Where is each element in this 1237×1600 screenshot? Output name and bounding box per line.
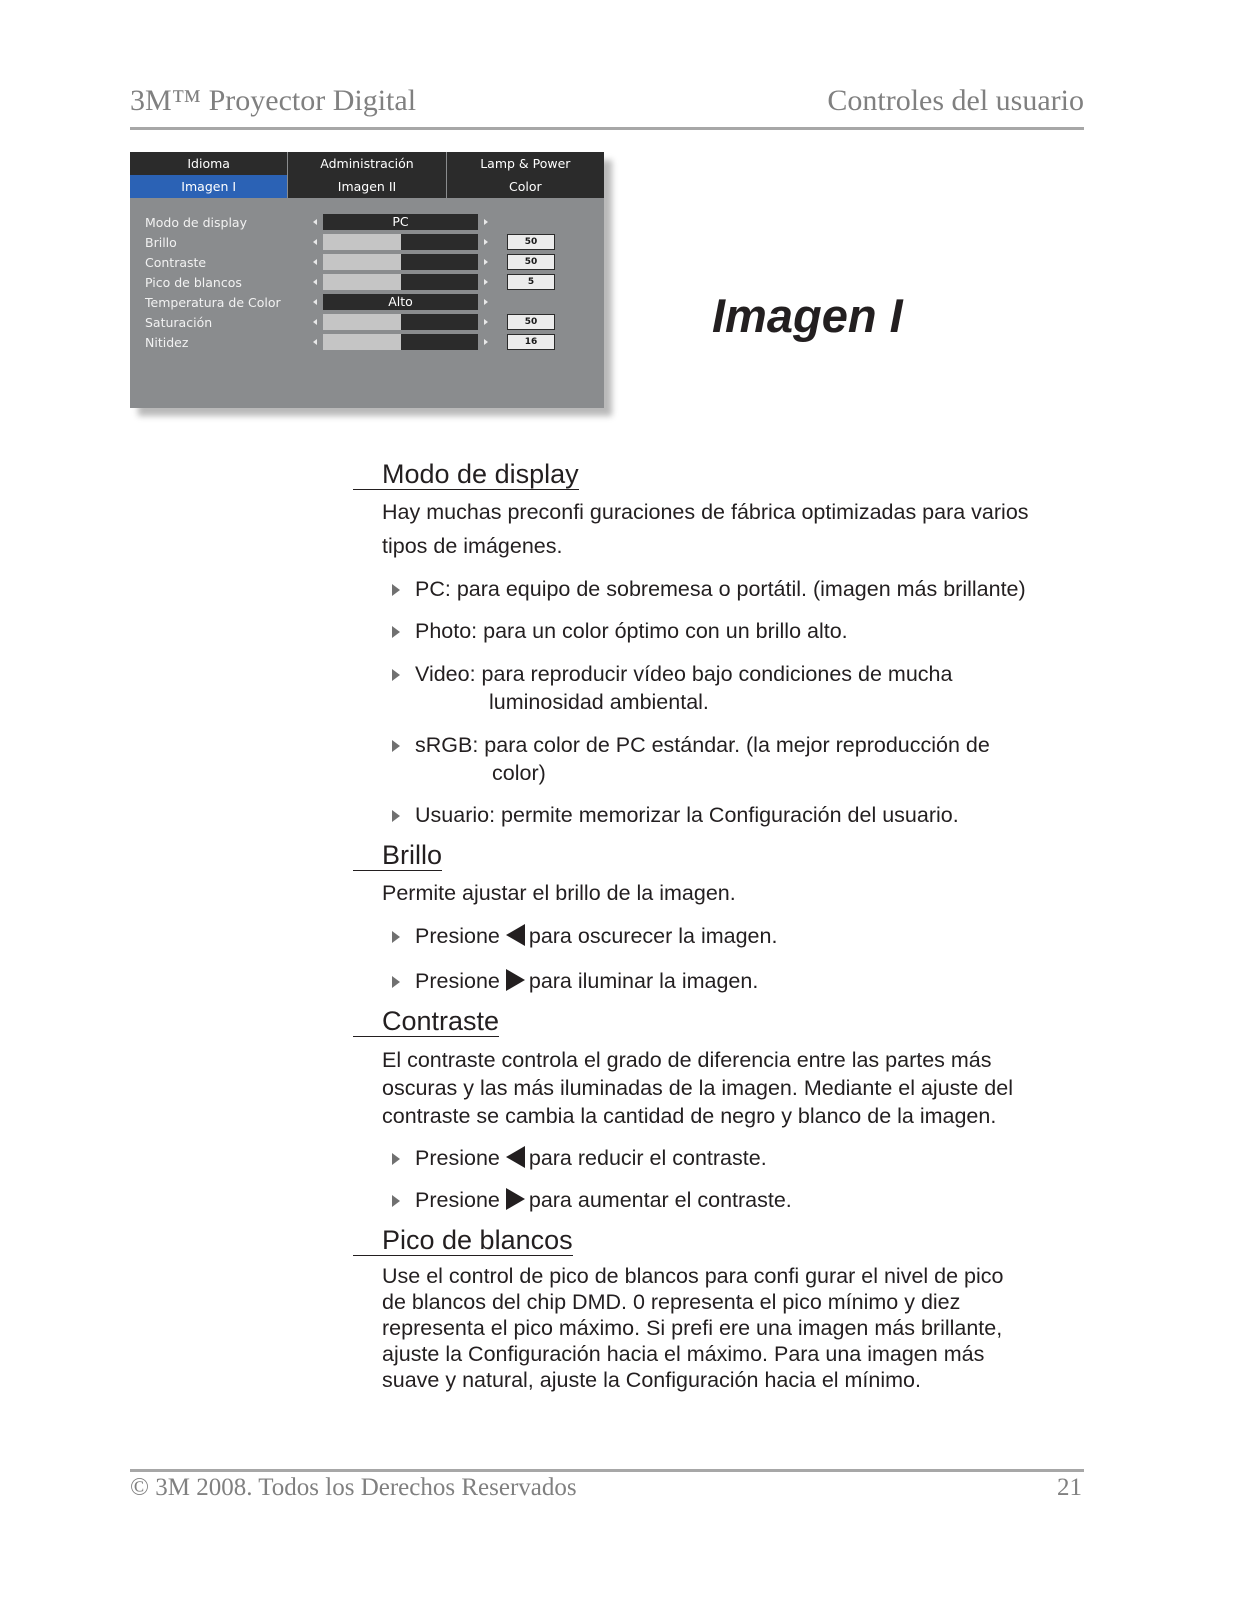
bullet-triangle-icon [392,1153,400,1165]
heading-modo-display: Modo de display [353,459,579,490]
bullet-text [415,922,777,950]
osd-row-label: Modo de display [145,215,247,230]
osd-tab-idioma[interactable]: Idioma [130,152,288,175]
osd-row-pico-blancos[interactable] [130,273,604,293]
right-arrow-icon[interactable] [484,239,488,245]
osd-row-brillo[interactable] [130,233,604,253]
bullet-text-pre: Presione [415,924,500,948]
osd-tab-row-1 [130,152,604,175]
bullet-text-post: para oscurecer la imagen. [528,924,778,948]
osd-slider[interactable] [323,234,478,250]
osd-menu [130,152,604,408]
bullet-triangle-icon [392,740,400,752]
osd-tab-row-2 [130,175,604,198]
osd-row-saturacion[interactable] [130,313,604,333]
bullet-text-post: para reducir el contraste. [528,1146,767,1170]
header-section: Controles del usuario [827,84,1084,117]
bullet-triangle-icon [392,626,400,638]
text-line: contraste se cambia la cantidad de negro y blanco de la imagen. [382,1104,997,1128]
bullet-text-post: para aumentar el contraste. [528,1188,792,1212]
osd-row-label: Brillo [145,235,177,250]
bullet-text-pre: Presione [415,1146,500,1170]
text-line: El contraste controla el grado de diferencia entre las partes más [382,1048,992,1072]
osd-tab-administracion[interactable]: Administración [288,152,446,175]
bullet-text: Video: para reproducir vídeo bajo condiciones de mucha [415,662,953,686]
osd-row-value: PC [323,214,478,230]
right-arrow-icon[interactable] [484,219,488,225]
osd-row-number: 50 [507,254,555,270]
osd-row-label: Saturación [145,315,213,330]
brillo-intro: Permite ajustar el brillo de la imagen. [382,881,736,905]
text-line: ajuste la Configuración hacia el máximo. Para una imagen más [382,1342,985,1366]
osd-slider-fill [323,274,401,290]
bullet-triangle-icon [392,584,400,596]
heading-contraste: Contraste [353,1006,499,1037]
right-arrow-icon[interactable] [484,279,488,285]
bullet-triangle-icon [392,976,400,988]
osd-row-number: 5 [507,274,555,290]
osd-row-number: 50 [507,314,555,330]
bullet-text: Usuario: permite memorizar la Configuración del usuario. [415,803,959,827]
bullet-text-continued: luminosidad ambiental. [489,690,709,714]
bullet-text [415,1144,767,1172]
header-product: 3M™ Proyector Digital [130,84,417,117]
left-arrow-icon[interactable] [313,219,317,225]
osd-row-number: 16 [507,334,555,350]
osd-slider[interactable] [323,314,478,330]
right-arrow-icon[interactable] [484,339,488,345]
osd-slider[interactable] [323,254,478,270]
text-line: Hay muchas preconfi guraciones de fábrica optimizadas para varios [382,500,1029,524]
left-arrow-icon [506,1146,525,1168]
osd-row-nitidez[interactable] [130,333,604,353]
footer-copyright: © 3M 2008. Todos los Derechos Reservados [130,1474,577,1501]
text-line: oscuras y las más iluminadas de la imagen. Mediante el ajuste del [382,1076,1013,1100]
osd-slider-fill [323,254,401,270]
pico-text [382,1263,1102,1393]
left-arrow-icon[interactable] [313,239,317,245]
text-line: representa el pico máximo. Si prefi ere una imagen más brillante, [382,1316,1003,1340]
right-arrow-icon[interactable] [484,319,488,325]
right-arrow-icon [506,969,525,991]
contraste-text [382,1046,1102,1130]
osd-row-label: Temperatura de Color [145,295,281,310]
osd-row-value: Alto [323,294,478,310]
osd-tab-imagen-1[interactable]: Imagen I [130,175,288,198]
left-arrow-icon[interactable] [313,279,317,285]
right-arrow-icon[interactable] [484,259,488,265]
left-arrow-icon [506,924,525,946]
bullet-triangle-icon [392,810,400,822]
text-line: Use el control de pico de blancos para confi gurar el nivel de pico [382,1264,1004,1288]
bullet-text-continued: color) [492,761,546,785]
osd-row-number: 50 [507,234,555,250]
osd-slider[interactable] [323,274,478,290]
right-arrow-icon [506,1188,525,1210]
osd-row-modo-display[interactable] [130,213,604,233]
osd-slider-fill [323,334,401,350]
header-rule [130,127,1084,130]
bullet-text-pre: Presione [415,969,500,993]
page-number: 21 [1057,1474,1082,1501]
bullet-triangle-icon [392,669,400,681]
page-title: Imagen I [712,289,903,342]
osd-tab-color[interactable]: Color [447,175,604,198]
bullet-text: Photo: para un color óptimo con un brillo alto. [415,619,848,643]
bullet-triangle-icon [392,931,400,943]
text-line: de blancos del chip DMD. 0 representa el pico mínimo y diez [382,1290,961,1314]
left-arrow-icon[interactable] [313,339,317,345]
osd-row-temperatura[interactable] [130,293,604,313]
osd-tab-lamp-power[interactable]: Lamp & Power [447,152,604,175]
osd-tab-imagen-2[interactable]: Imagen II [288,175,446,198]
bullet-text-post: para iluminar la imagen. [528,969,759,993]
modo-intro [382,495,1102,563]
heading-pico-blancos: Pico de blancos [353,1225,573,1256]
footer-rule [130,1469,1084,1472]
left-arrow-icon[interactable] [313,259,317,265]
left-arrow-icon[interactable] [313,299,317,305]
osd-row-label: Nitidez [145,335,189,350]
text-line: suave y natural, ajuste la Configuración hacia el mínimo. [382,1368,921,1392]
bullet-text: sRGB: para color de PC estándar. (la mejor reproducción de [415,733,990,757]
bullet-text [415,967,758,995]
left-arrow-icon[interactable] [313,319,317,325]
bullet-triangle-icon [392,1195,400,1207]
right-arrow-icon[interactable] [484,299,488,305]
osd-slider-fill [323,314,401,330]
osd-row-label: Contraste [145,255,207,270]
osd-slider[interactable] [323,334,478,350]
osd-row-label: Pico de blancos [145,275,242,290]
bullet-text [415,1186,792,1214]
bullet-text-pre: Presione [415,1188,500,1212]
text-line: tipos de imágenes. [382,534,563,558]
bullet-text: PC: para equipo de sobremesa o portátil. (imagen más brillante) [415,577,1026,601]
osd-slider-fill [323,234,401,250]
heading-brillo: Brillo [353,840,442,871]
osd-row-contraste[interactable] [130,253,604,273]
